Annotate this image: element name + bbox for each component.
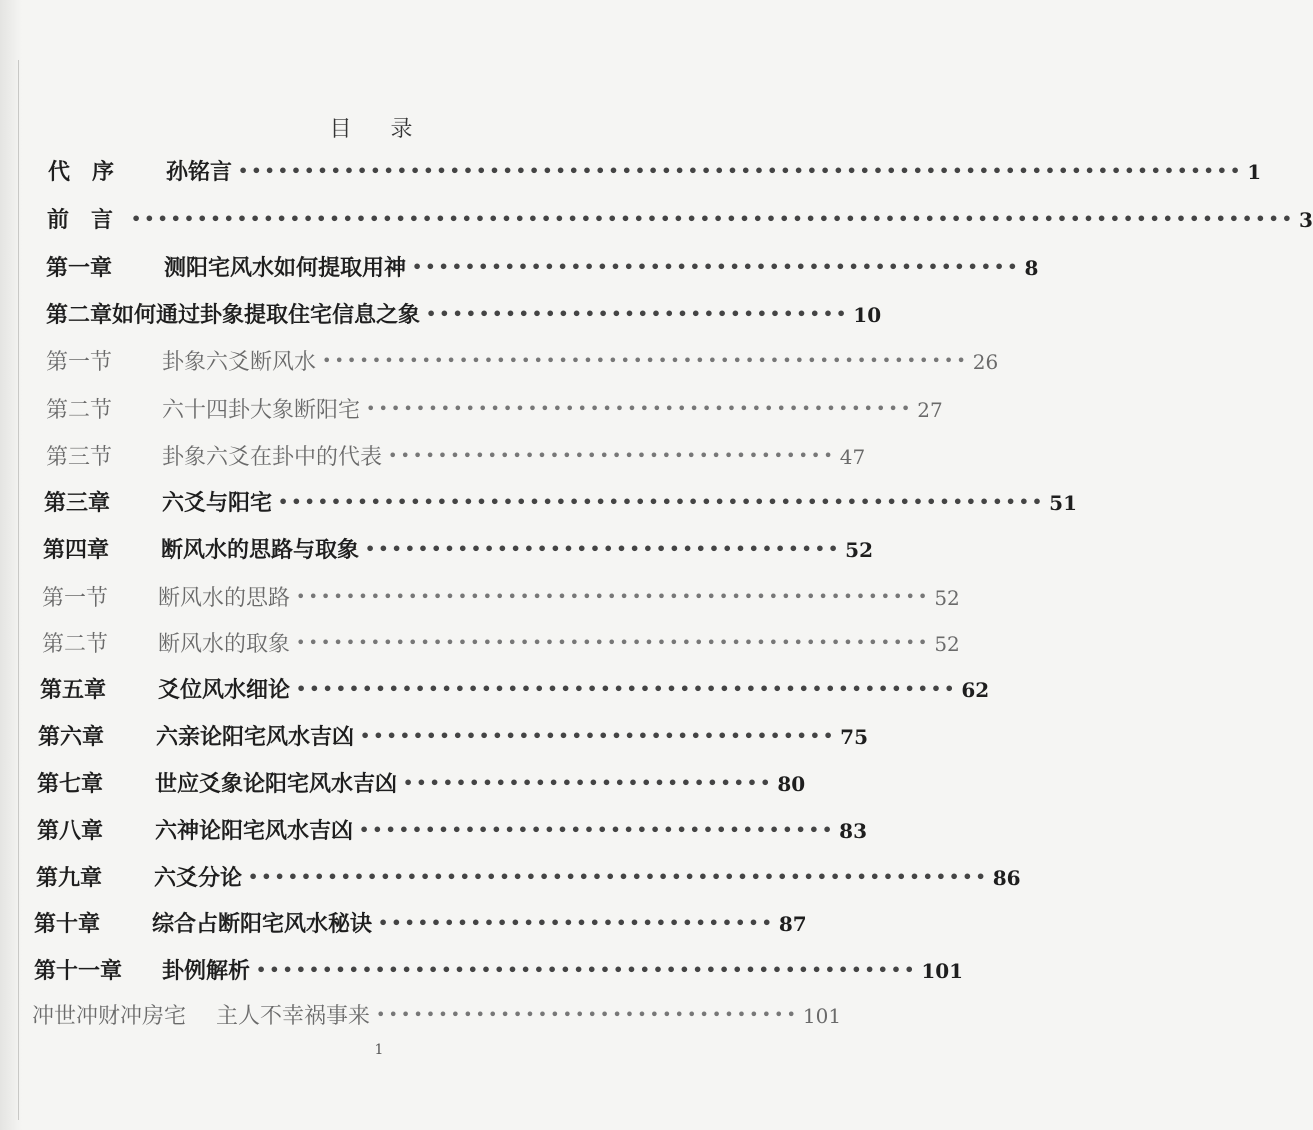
toc-page: 27 bbox=[917, 398, 943, 422]
toc-name: 断风水的思路 bbox=[158, 586, 291, 611]
toc-name: 卦例解析 bbox=[162, 958, 251, 984]
toc-chapter: 第四章 bbox=[43, 537, 110, 563]
toc-page: 101 bbox=[921, 959, 964, 983]
toc-page: 101 bbox=[802, 1004, 842, 1028]
toc-name: 断风水的思路与取象 bbox=[161, 537, 360, 563]
toc-chapter: 第三节 bbox=[46, 445, 113, 470]
toc-entry-preface[interactable] bbox=[47, 200, 1313, 234]
toc-page: 83 bbox=[839, 819, 868, 843]
toc-name: 主人不幸祸事来 bbox=[216, 1004, 371, 1029]
toc-entry-chapter-6[interactable] bbox=[38, 717, 869, 751]
toc-page: 47 bbox=[839, 445, 866, 469]
toc-entry-chapter-7[interactable] bbox=[37, 764, 806, 798]
toc-chapter: 冲世冲财冲房宅 bbox=[32, 1004, 187, 1029]
toc-leader: •••••••••••••••••••••••••••••••• bbox=[426, 304, 850, 323]
toc-leader: •••••••••••••••••••••••••••••••••••••••••••• bbox=[366, 399, 914, 418]
toc-leader: •••••••••••••••••••••••••••••• bbox=[378, 913, 775, 932]
toc-page: 52 bbox=[934, 632, 960, 656]
toc-leader: ••••••••••••••••••••••••••••••••••••••••••••••••••• bbox=[296, 587, 931, 606]
toc-chapter: 第六章 bbox=[38, 724, 105, 750]
toc-page: 10 bbox=[853, 303, 882, 327]
toc-leader: •••••••••••••••••••••••••••••••••••••••••••••••••• bbox=[256, 960, 918, 979]
toc-entry-section-2-3[interactable] bbox=[46, 437, 866, 471]
toc-page: 1 bbox=[1247, 160, 1262, 184]
toc-name: 世应爻象论阳宅风水吉凶 bbox=[155, 771, 398, 797]
toc-name: 如何通过卦象提取住宅信息之象 bbox=[112, 302, 421, 328]
toc-chapter: 第一节 bbox=[42, 586, 109, 611]
toc-entry-chapter-2[interactable] bbox=[46, 295, 882, 329]
toc-chapter: 第八章 bbox=[37, 818, 104, 844]
toc-entry-chapter-5[interactable] bbox=[40, 670, 990, 704]
toc-chapter: 第三章 bbox=[44, 490, 111, 516]
toc-entry-section-4-1[interactable] bbox=[42, 578, 960, 612]
toc-chapter: 第十章 bbox=[34, 911, 101, 937]
toc-name: 综合占断阳宅风水秘诀 bbox=[152, 911, 373, 937]
toc-chapter: 第九章 bbox=[36, 865, 103, 891]
toc-name: 六十四卦大象断阳宅 bbox=[162, 398, 361, 423]
toc-page: 52 bbox=[934, 586, 960, 610]
toc-name: 六神论阳宅风水吉凶 bbox=[155, 818, 354, 844]
toc-entry-chapter-8[interactable] bbox=[37, 811, 868, 845]
toc-leader: •••••••••••••••••••••••••••••••••••••••••••••••••••••••••• bbox=[278, 492, 1046, 511]
toc-page: 26 bbox=[972, 350, 999, 374]
toc-chapter: 第七章 bbox=[37, 771, 104, 797]
toc-leader: ••••••••••••••••••••••••••••••••••••••••••••••••••• bbox=[296, 633, 931, 652]
toc-entry-chapter-3[interactable] bbox=[44, 483, 1077, 517]
toc-leader: •••••••••••••••••••••••••••• bbox=[403, 773, 774, 792]
toc-page: 87 bbox=[778, 912, 807, 936]
toc-title: 目 录 bbox=[329, 117, 429, 142]
toc-entry-section-2-2[interactable] bbox=[46, 390, 943, 424]
toc-chapter: 第十一章 bbox=[34, 958, 123, 984]
toc-leader: •••••••••••••••••••••••••••••••••• bbox=[376, 1005, 799, 1024]
toc-leader: •••••••••••••••••••••••••••••••••••••••••••••••••••••••••••••••••••••••••••• bbox=[238, 161, 1244, 180]
toc-entry-section-4-2[interactable] bbox=[42, 624, 960, 658]
toc-leader: •••••••••••••••••••••••••••••••••••• bbox=[359, 820, 836, 839]
toc-name: 测阳宅风水如何提取用神 bbox=[164, 255, 407, 281]
toc-leader: •••••••••••••••••••••••••••••••••••••••••••••••••• bbox=[296, 679, 958, 698]
toc-name: 卦象六爻在卦中的代表 bbox=[162, 445, 383, 470]
toc-entry-chapter-9[interactable] bbox=[36, 858, 1021, 892]
toc-entry-section-2-1[interactable] bbox=[46, 342, 999, 376]
toc-chapter: 第二节 bbox=[46, 398, 113, 423]
toc-leader: •••••••••••••••••••••••••••••••••••••••••••••••••••••••••••••••••••••••••••••••••••••••• bbox=[131, 209, 1295, 228]
toc-entry-chapter-10[interactable] bbox=[34, 904, 807, 938]
toc-leader: •••••••••••••••••••••••••••••••••••• bbox=[360, 726, 837, 745]
toc-page: 51 bbox=[1049, 491, 1077, 515]
toc-name: 六亲论阳宅风水吉凶 bbox=[156, 724, 355, 750]
toc-name: 卦象六爻断风水 bbox=[162, 350, 317, 375]
toc-name: 六爻分论 bbox=[154, 865, 243, 891]
toc-leader: •••••••••••••••••••••••••••••••••••• bbox=[388, 446, 836, 465]
toc-entry-chapter-1[interactable] bbox=[46, 248, 1039, 282]
toc-page: 86 bbox=[992, 866, 1021, 890]
toc-page: 3 bbox=[1298, 208, 1313, 232]
toc-leader: •••••••••••••••••••••••••••••••••••••••••••••••••••• bbox=[322, 351, 969, 370]
toc-chapter: 第二节 bbox=[42, 632, 109, 657]
toc-name: 六爻与阳宅 bbox=[162, 490, 273, 516]
toc-chapter: 第一章 bbox=[46, 255, 113, 281]
toc-page: 75 bbox=[840, 725, 869, 749]
page-number: 1 bbox=[374, 1042, 384, 1058]
toc-name: 爻位风水细论 bbox=[158, 677, 291, 703]
toc-entry-preface-foreword[interactable] bbox=[48, 152, 1262, 186]
toc-chapter: 代 序 bbox=[48, 159, 115, 185]
toc-entry-case-1[interactable] bbox=[32, 996, 842, 1030]
toc-chapter: 第一节 bbox=[46, 350, 113, 375]
toc-chapter: 前 言 bbox=[47, 207, 114, 233]
toc-page: 80 bbox=[777, 772, 806, 796]
toc-leader: •••••••••••••••••••••••••••••••••••••••••••••••••••••••• bbox=[248, 867, 989, 886]
toc-entry-chapter-4[interactable] bbox=[43, 530, 874, 564]
toc-page: 62 bbox=[961, 678, 990, 702]
toc-name: 孙铭言 bbox=[166, 159, 233, 185]
toc-leader: •••••••••••••••••••••••••••••••••••••••••••••• bbox=[412, 257, 1021, 276]
toc-chapter: 第二章 bbox=[46, 302, 113, 328]
toc-chapter: 第五章 bbox=[40, 677, 107, 703]
toc-page: 8 bbox=[1024, 256, 1039, 280]
toc-name: 断风水的取象 bbox=[158, 632, 291, 657]
toc-leader: •••••••••••••••••••••••••••••••••••• bbox=[365, 539, 842, 558]
toc-page: 52 bbox=[845, 538, 874, 562]
toc-entry-chapter-11[interactable] bbox=[34, 951, 964, 985]
